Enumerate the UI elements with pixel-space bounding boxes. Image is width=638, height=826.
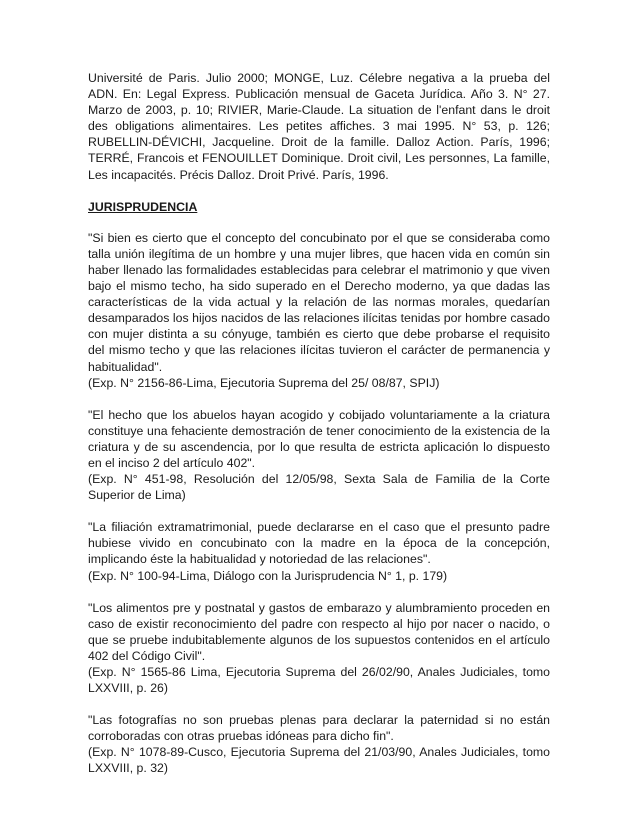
jurisprudence-entry bbox=[88, 230, 550, 391]
bibliography-paragraph: Université de Paris. Julio 2000; MONGE, Luz. Célebre negativa a la prueba del ADN. En: Legal Express. Publicación mensual de Gaceta Jurídica. Año 3. N° 27. Marzo de 2003, p. 10; RIVIER, Marie-Claude. La situation de l'enfant dans le droit des obligations alimentaires. Les petites affiches. 3 mai 1995. N° 53, p. 126; RUBELLIN-DÉVICHI, Jacqueline. Droit de la famille. Dalloz Action. París, 1996; TERRÉ, Francois et FENOUILLET Dominique. Droit civil, Les personnes, La famille, Les incapacités. Précis Dalloz. Droit Privé. París, 1996. bbox=[88, 71, 550, 182]
jurisprudence-citation: (Exp. N° 2156-86-Lima, Ejecutoria Suprema del 25/ 08/87, SPIJ) bbox=[88, 375, 440, 390]
jurisprudence-quote: "Si bien es cierto que el concepto del concubinato por el que se consideraba como talla unión ilegítima de un hombre y una mujer libres, que hacen vida en común sin haber llenado las formalidades establecidas para celebrar el matrimonio y que viven bajo el mismo techo, ha sido superado en el Derecho moderno, ya que dadas las características de la vida actual y la relación de las normas morales, quedarían desamparados los hijos nacidos de las relaciones ilícitas tenidas por hombre casado con mujer distinta a su cónyuge, también es cierto que debe probarse el requisito del mismo techo y que las relaciones ilícitas tuvieron el carácter de permanencia y habitualidad". bbox=[88, 230, 550, 374]
jurisprudence-entry bbox=[88, 600, 550, 697]
jurisprudence-citation: (Exp. N° 100-94-Lima, Diálogo con la Jurisprudencia N° 1, p. 179) bbox=[88, 568, 448, 583]
jurisprudence-quote: "La filiación extramatrimonial, puede declararse en el caso que el presunto padre hubiese vivido en concubinato con la madre en la época de la concepción, implicando éste la habitualidad y notoriedad de las relaciones". bbox=[88, 520, 550, 567]
jurisprudence-citation: (Exp. N° 1078-89-Cusco, Ejecutoria Suprema del 21/03/90, Anales Judiciales, tomo LXXVIII, p. 32) bbox=[88, 745, 550, 776]
jurisprudence-entry bbox=[88, 407, 550, 504]
section-heading: JURISPRUDENCIA bbox=[88, 199, 198, 214]
jurisprudence-citation: (Exp. N° 1565-86 Lima, Ejecutoria Suprema del 26/02/90, Anales Judiciales, tomo LXXVIII, p. 26) bbox=[88, 665, 550, 696]
jurisprudence-quote: "Las fotografías no son pruebas plenas para declarar la paternidad si no están corroboradas con otras pruebas idóneas para dicho fin". bbox=[88, 713, 550, 744]
jurisprudence-quote: "Los alimentos pre y postnatal y gastos de embarazo y alumbramiento proceden en caso de existir reconocimiento del padre con respecto al hijo por nacer o nacido, o que se pruebe indubitablemente algunos de los supuestos contenidos en el artículo 402 del Código Civil". bbox=[88, 600, 550, 663]
jurisprudence-entry bbox=[88, 712, 550, 776]
document-page bbox=[88, 70, 550, 777]
jurisprudence-quote: "El hecho que los abuelos hayan acogido y cobijado voluntariamente a la criatura constituye una fehaciente demostración de tener conocimiento de la existencia de la criatura y de su ascendencia, por lo que resulta de estricta aplicación lo dispuesto en el inciso 2 del artículo 402". bbox=[88, 407, 550, 470]
jurisprudence-entry bbox=[88, 519, 550, 583]
jurisprudence-citation: (Exp. N° 451-98, Resolución del 12/05/98, Sexta Sala de Familia de la Corte Superior de Lima) bbox=[88, 472, 550, 503]
